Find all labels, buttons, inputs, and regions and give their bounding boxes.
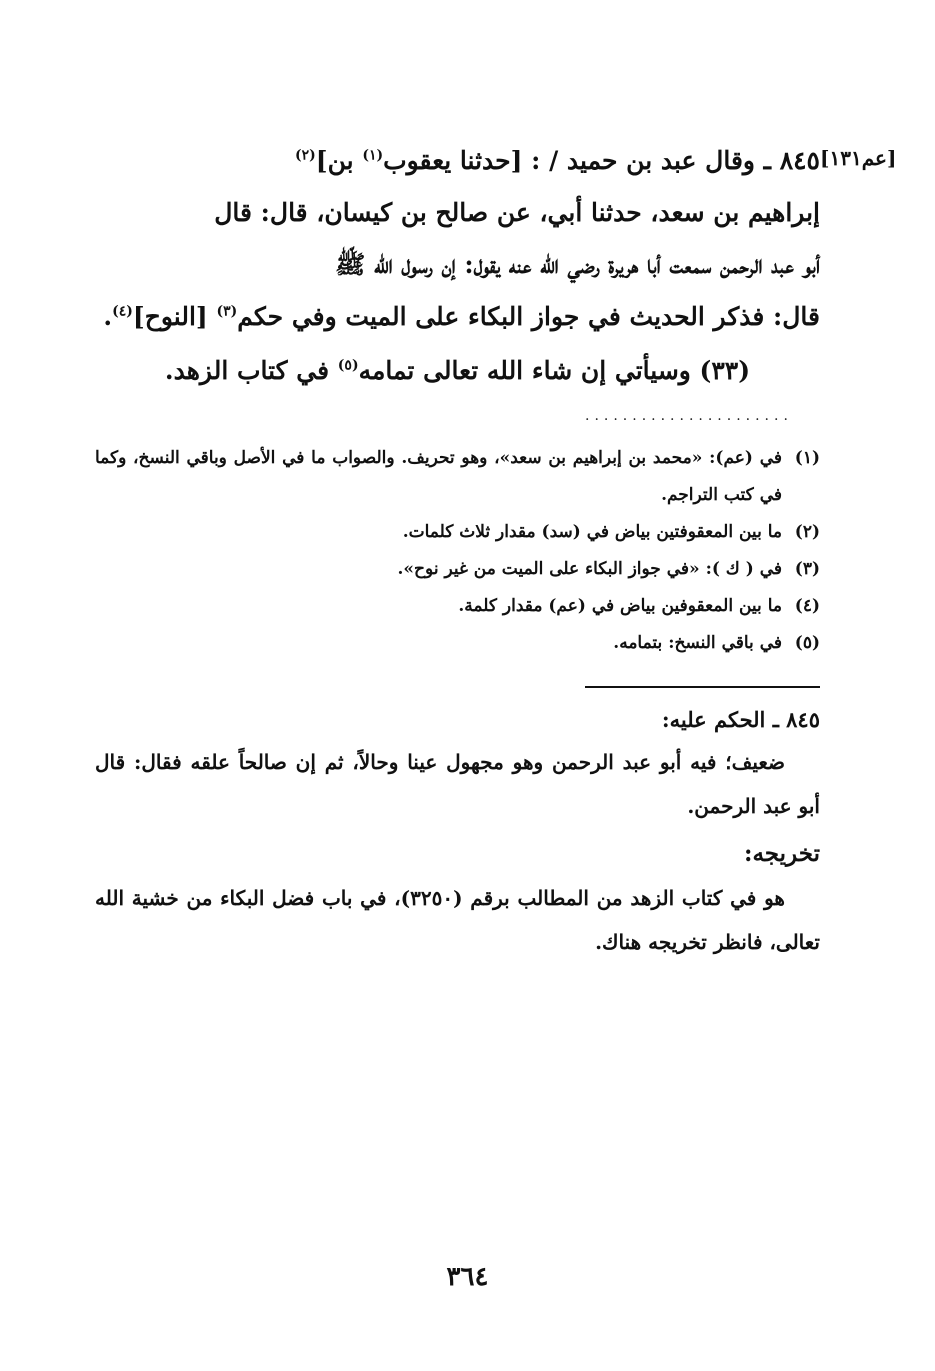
page-number: ٣٦٤ (446, 1262, 489, 1292)
takhrij-text: هو في كتاب الزهد من المطالب برقم (٣٢٥٠)، في باب فضل البكاء من خشية الله تعالى، فانظر تخريجه هناك. (95, 886, 820, 954)
hadith-line-2: إبراهيم بن سعد، حدثنا أبي، عن صالح بن كيسان، قال: قال (214, 198, 820, 227)
hadith-line-4-part-a: قال: فذكر الحديث في جواز البكاء على الميت وفي حكم (237, 302, 820, 331)
footnote (95, 588, 820, 625)
ruling-section (95, 700, 820, 964)
hadith-line-5-part-b: في كتاب الزهد. (164, 356, 338, 385)
footnote (95, 440, 820, 514)
section-divider (585, 686, 820, 688)
footnotes (95, 440, 820, 662)
takhrij-heading: تخريجه: (743, 840, 820, 867)
footnote-number: (٣) (794, 559, 820, 579)
hadith-line-1 (95, 135, 820, 187)
footnote-ref-5: (٥) (337, 357, 359, 374)
hadith-line-1-part-b: بن] (315, 146, 363, 175)
hadith-line-5-part-a: (٣٣) وسيأتي إن شاء الله تعالى تمامه (358, 356, 751, 385)
footnote-text: في (عم): «محمد بن إبراهيم بن سعد»، وهو تحريف. والصواب ما في الأصل وباقي النسخ، وكما في كتب التراجم. (95, 448, 782, 505)
ruling-text: ضعيف؛ فيه أبو عبد الرحمن وهو مجهول عينا وحالاً، ثم إن صالحاً علقه فقال: قال أبو عبد الرحمن. (95, 750, 820, 818)
hadith-line-4-part-b: [النوح] (132, 302, 217, 331)
footnote-ref-2: (٢) (295, 147, 316, 164)
hadith-line-3: أبو عبد الرحمن سمعت أبا هريرة رضي الله عنه يقول: إن رسول الله ﷺ (335, 250, 820, 279)
hadith-line-5 (95, 345, 820, 397)
footnote-separator: ...................... (585, 408, 793, 424)
footnote-text: ما بين المعقوفين بياض في (عم) مقدار كلمة. (458, 596, 782, 616)
footnote (95, 625, 820, 662)
hadith-text (95, 135, 820, 397)
footnote-text: في باقي النسخ: بتمامه. (613, 633, 782, 653)
hadith-line-4 (95, 291, 820, 343)
hadith-line-1-part-a: ٨٤٥ ـ وقال عبد بن حميد / : [حدثنا يعقوب (383, 146, 820, 175)
hadith-line-4-end: . (103, 302, 113, 331)
footnote-ref-3: (٣) (216, 303, 238, 320)
footnote-number: (١) (794, 448, 820, 468)
footnote-number: (٤) (794, 596, 820, 616)
margin-reference: [عم١٣١] (820, 146, 897, 170)
footnote-ref-4: (٤) (112, 303, 133, 320)
ruling-heading: ٨٤٥ ـ الحكم عليه: (661, 707, 820, 732)
footnote-text: ما بين المعقوفتين بياض في (سد) مقدار ثلاث كلمات. (402, 522, 782, 542)
footnote-text: في ( ك ): «في جواز البكاء على الميت من غير نوح». (397, 559, 782, 579)
footnote-number: (٥) (794, 633, 820, 653)
footnote (95, 514, 820, 551)
footnote-number: (٢) (794, 522, 820, 542)
footnote (95, 551, 820, 588)
footnote-ref-1: (١) (362, 147, 384, 164)
